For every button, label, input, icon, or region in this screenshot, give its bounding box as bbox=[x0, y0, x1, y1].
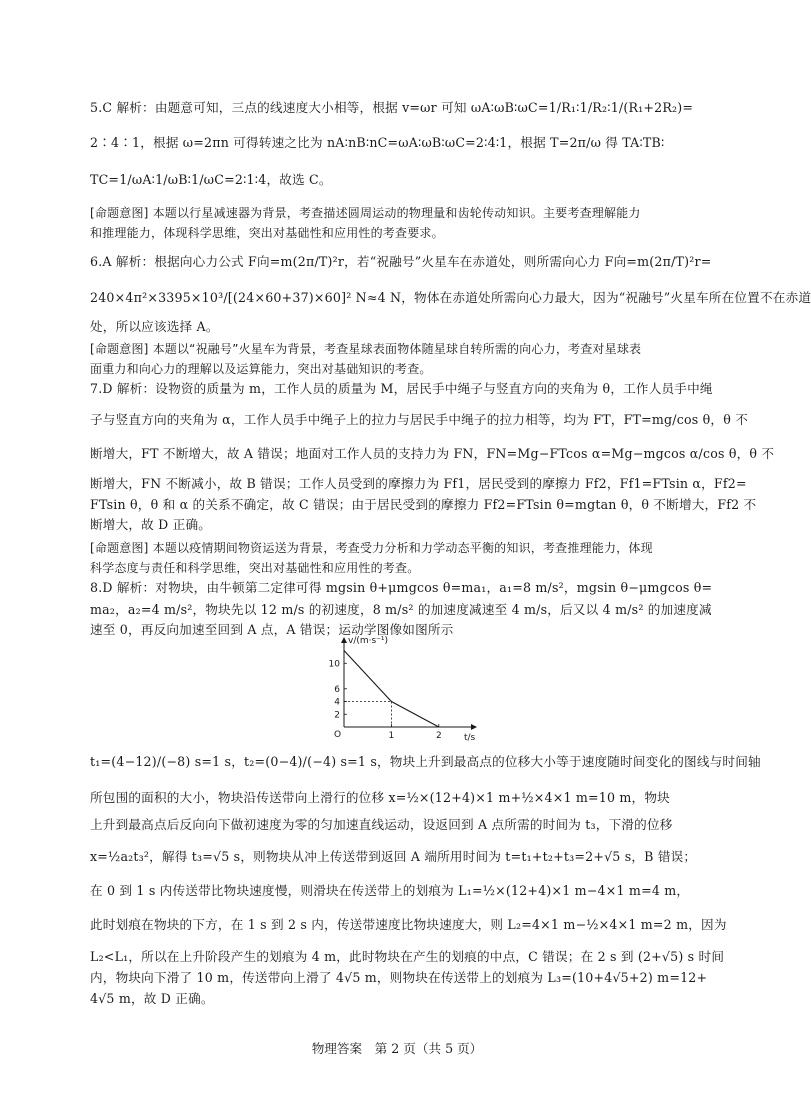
y-tick-label-4: 4 bbox=[334, 697, 340, 708]
q8-line-2: ma₂，a₂=4 m/s²，物块先以 12 m/s 的初速度，8 m/s² 的加速度减速至 4 m/s，后又以 4 m/s² 的加速度减 bbox=[90, 602, 712, 617]
q8-line-9: 此时划痕在物块的下方，在 1 s 到 2 s 内，传送带速度比物块速度大，则 L₂=4×1 m−½×4×1 m=2 m，因为 bbox=[90, 917, 727, 932]
q5-intent-2: 和推理能力，体现科学思维，突出对基础性和应用性的考查要求。 bbox=[90, 226, 444, 240]
q7-line-5: FTsin θ，θ 和 α 的关系不确定，故 C 错误；由于居民受到的摩擦力 Ff2=FTsin θ=mgtan θ，θ 不断增大，Ff2 不 bbox=[90, 497, 757, 512]
q8-line-5: 所包围的面积的大小，物块沿传送带向上滑行的位移 x=½×(12+4)×1 m+½×4×1 m=10 m，物块 bbox=[90, 790, 670, 805]
q7-intent-1: [命题意图] 本题以疫情期间物资运送为背景，考查受力分析和力学动态平衡的知识，考查推理能力，体现 bbox=[90, 541, 653, 555]
q7-intent-2: 科学态度与责任和科学思维，突出对基础性和应用性的考查。 bbox=[90, 561, 420, 575]
y-axis-label: v/(m·s⁻¹) bbox=[348, 636, 389, 646]
q6-line-2: 240×4π²×3395×10³/[(24×60+37)×60]² N≈4 N，物体在赤道处所需向心力最大，因为“祝融号”火星车所在位置不在赤道 bbox=[90, 290, 811, 305]
y-tick-label-2: 2 bbox=[334, 710, 340, 721]
q8-line-11: 内，物块向下滑了 10 m，传送带向上滑了 4√5 m，则物块在传送带上的划痕为 L₃=(10+4√5+2) m=12+ bbox=[90, 970, 708, 985]
q7-line-2: 子与竖直方向的夹角为 α，工作人员手中绳子上的拉力与居民手中绳子的拉力相等，均为 FT，FT=mg/cos θ，θ 不 bbox=[90, 412, 748, 427]
q7-line-3: 断增大，FT 不断增大，故 A 错误；地面对工作人员的支持力为 FN，FN=Mg−FTcos α=Mg−mgcos α/cos θ，θ 不 bbox=[90, 446, 775, 461]
y-tick-label-6: 6 bbox=[334, 684, 340, 695]
q8-line-6: 上升到最高点后反向向下做初速度为零的匀加速直线运动，设返回到 A 点所需的时间为 t₃，下滑的位移 bbox=[90, 817, 673, 832]
x-tick-label-1: 1 bbox=[388, 731, 395, 741]
q8-line-7: x=½a₂t₃²，解得 t₃=√5 s，则物块从冲上传送带到返回 A 端所用时间为 t=t₁+t₂+t₃=2+√5 s，B 错误； bbox=[90, 849, 697, 864]
q8-line-1: 8.D 解析：对物块，由牛顿第二定律可得 mgsin θ+μmgcos θ=ma₁，a₁=8 m/s²，mgsin θ−μmgcos θ= bbox=[90, 580, 713, 595]
origin-label: O bbox=[334, 730, 342, 740]
q6-intent-2: 面重力和向心力的理解以及运算能力，突出对基础知识的考查。 bbox=[90, 362, 432, 376]
q8-line-12: 4√5 m，故 D 正确。 bbox=[90, 991, 214, 1006]
q7-line-1: 7.D 解析：设物资的质量为 m，工作人员的质量为 M，居民手中绳子与竖直方向的夹角为 θ，工作人员手中绳 bbox=[90, 381, 713, 396]
q5-intent-1: [命题意图] 本题以行星减速器为背景，考查描述圆周运动的物理量和齿轮传动知识。主要考查理解能力 bbox=[90, 206, 641, 220]
x-tick-label-2: 2 bbox=[435, 731, 442, 741]
velocity-series-line bbox=[344, 651, 439, 727]
page-footer: 物理答案 第 2 页（共 5 页） bbox=[311, 1041, 483, 1056]
q7-line-4: 断增大，FN 不断减小，故 B 错误；工作人员受到的摩擦力为 Ff1，居民受到的摩擦力 Ff2，Ff1=FTsin α，Ff2= bbox=[90, 476, 747, 491]
q8-line-10: L₂<L₁，所以在上升阶段产生的划痕为 4 m，此时物块在产生的划痕的中点，C 错误；在 2 s 到 (2+√5) s 时间 bbox=[90, 949, 725, 964]
q7-line-6: 断增大，故 D 正确。 bbox=[90, 517, 212, 532]
velocity-time-graph bbox=[318, 633, 483, 748]
q6-line-1: 6.A 解析：根据向心力公式 F向=m(2π/T)²r，若“祝融号”火星车在赤道处，则所需向心力 F向=m(2π/T)²r= bbox=[90, 254, 712, 269]
q8-line-8: 在 0 到 1 s 内传送带比物块速度慢，则滑块在传送带上的划痕为 L₁=½×(12+4)×1 m−4×1 m=4 m， bbox=[90, 883, 690, 898]
q5-line-2: 2∶4∶1，根据 ω=2πn 可得转速之比为 nA∶nB∶nC=ωA∶ωB∶ωC=2∶4∶1，根据 T=2π/ω 得 TA∶TB∶ bbox=[90, 135, 665, 150]
y-tick-label-10: 10 bbox=[328, 659, 340, 670]
q8-line-3: 速至 0，再反向加速至回到 A 点，A 错误；运动学图像如图所示 bbox=[90, 622, 454, 637]
q8-line-4: t₁=(4−12)/(−8) s=1 s，t₂=(0−4)/(−4) s=1 s，物块上升到最高点的位移大小等于速度随时间变化的图线与时间轴 bbox=[90, 754, 761, 769]
x-axis-label: t/s bbox=[464, 733, 476, 743]
q6-intent-1: [命题意图] 本题以“祝融号”火星车为背景，考查星球表面物体随星球自转所需的向心力，考查对星球表 bbox=[90, 342, 642, 356]
q6-line-3: 处，所以应该选择 A。 bbox=[90, 319, 219, 334]
q5-line-3: TC=1/ωA∶1/ωB∶1/ωC=2∶1∶4，故选 C。 bbox=[90, 172, 332, 187]
q5-line-1: 5.C 解析：由题意可知，三点的线速度大小相等，根据 v=ωr 可知 ωA∶ωB∶ωC=1/R₁∶1/R₂∶1/(R₁+2R₂)= bbox=[90, 100, 694, 115]
